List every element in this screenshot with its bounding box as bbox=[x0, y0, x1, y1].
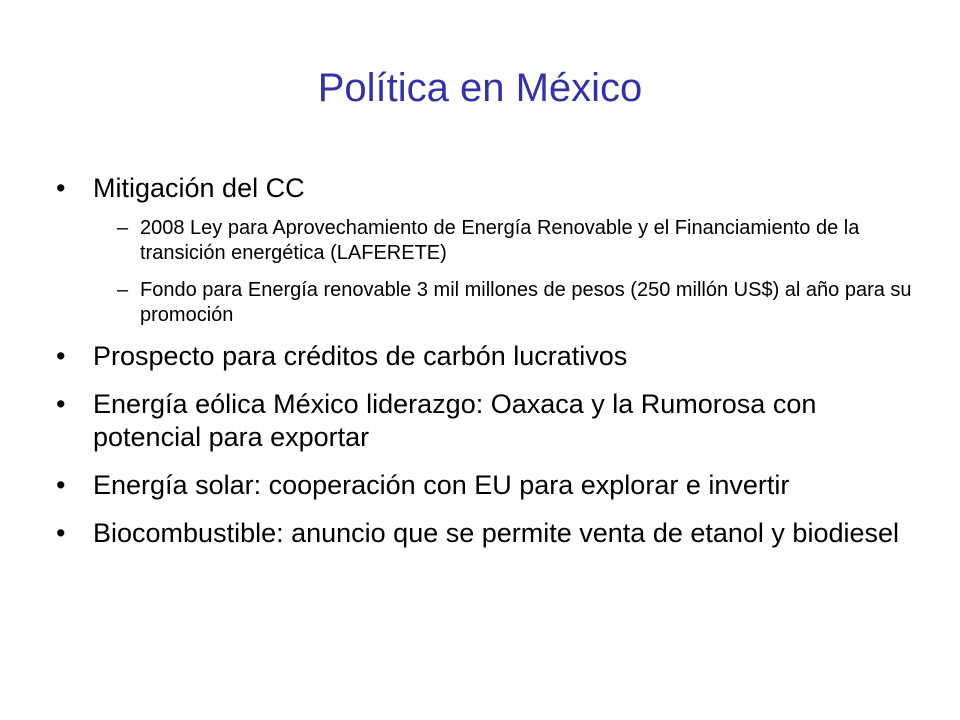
bullet-text: Energía eólica México liderazgo: Oaxaca y la Rumorosa con potencial para exportar bbox=[93, 389, 817, 452]
sub-bullet-item bbox=[56, 216, 916, 266]
sub-bullet-text: Fondo para Energía renovable 3 mil millones de pesos (250 millón US$) al año para su promoción bbox=[140, 279, 912, 326]
bullet-glyph: • bbox=[56, 341, 66, 371]
sub-bullet-list bbox=[56, 216, 916, 328]
bullet-text: Biocombustible: anuncio que se permite venta de etanol y biodiesel bbox=[93, 518, 900, 548]
bullet-item bbox=[56, 388, 916, 454]
sub-bullet-item bbox=[56, 278, 916, 328]
bullet-text: Prospecto para créditos de carbón lucrativos bbox=[93, 341, 628, 371]
bullet-glyph: • bbox=[56, 389, 66, 419]
bullet-text: Mitigación del CC bbox=[93, 173, 305, 203]
bullet-glyph: • bbox=[56, 518, 66, 548]
sub-bullet-text: 2008 Ley para Aprovechamiento de Energía Renovable y el Financiamiento de la transición energética (LAFERETE) bbox=[140, 217, 860, 264]
slide-title: Política en México bbox=[317, 66, 643, 110]
bullet-glyph: • bbox=[56, 173, 66, 203]
dash-glyph: – bbox=[117, 279, 129, 301]
bullet-item bbox=[56, 517, 916, 550]
bullet-item bbox=[56, 340, 916, 373]
bullet-list bbox=[56, 172, 916, 565]
dash-glyph: – bbox=[117, 217, 129, 239]
bullet-text: Energía solar: cooperación con EU para explorar e invertir bbox=[93, 470, 790, 500]
bullet-item bbox=[56, 469, 916, 502]
bullet-glyph: • bbox=[56, 470, 66, 500]
bullet-item bbox=[56, 172, 916, 205]
